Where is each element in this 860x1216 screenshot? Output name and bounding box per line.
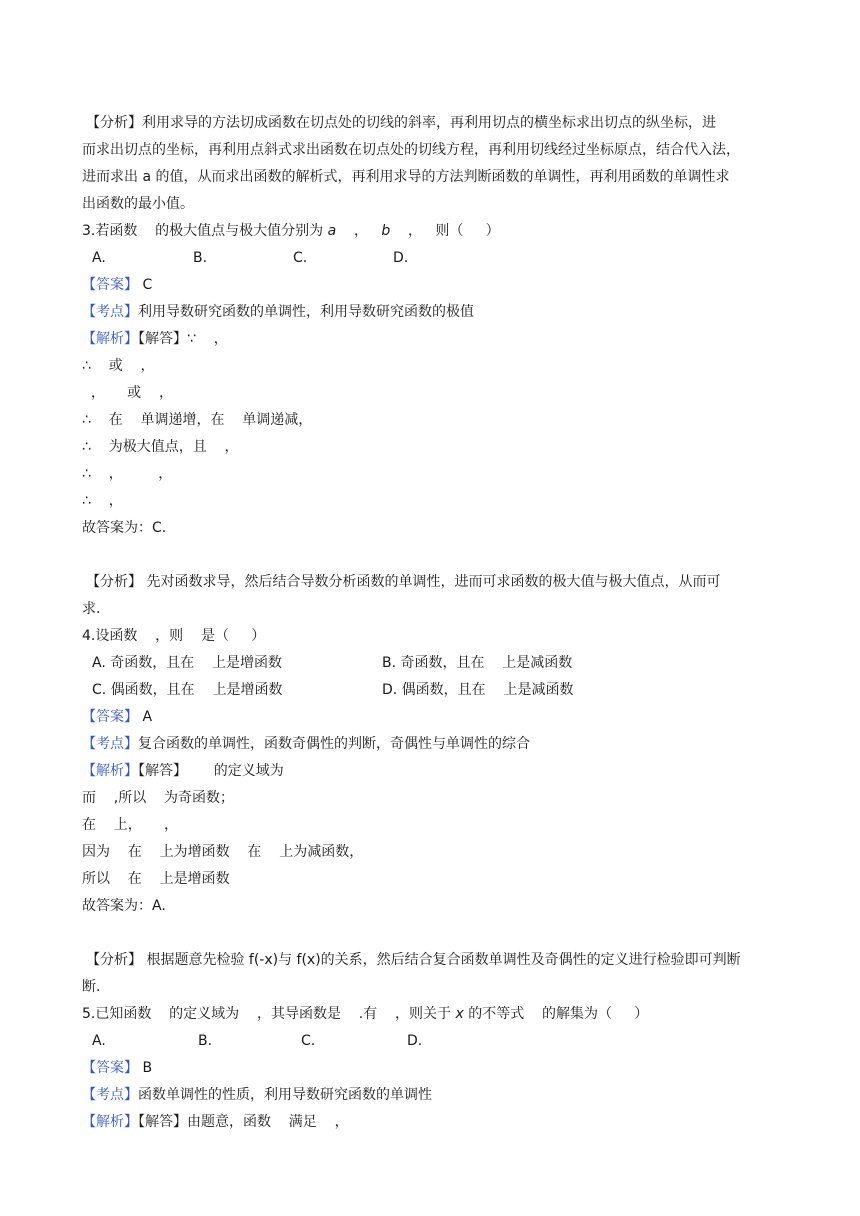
kaodian-tag: 【考点】: [82, 736, 138, 752]
q4-step-2: 在 上， ，: [82, 817, 179, 833]
q3-conclusion: 故答案为：C.: [82, 520, 167, 536]
q2-analysis-line-2: 而求出切点的坐标，再利用点斜式求出函数在切点处的切线方程，再利用切线经过坐标原点，结合代入法，: [82, 142, 740, 158]
jiexi-tag: 【解析】: [82, 331, 138, 347]
q5-option-b: B.: [198, 1033, 213, 1049]
q5-option-c: C.: [301, 1033, 316, 1049]
q4-analysis-line-1: 【分析】 根据题意先检验 f(-x)与 f(x)的关系，然后结合复合函数单调性及奇偶性的定义进行检验即可判断: [86, 952, 741, 968]
q3-analysis-line-2: 求.: [82, 601, 101, 617]
q3-step-5: ∴ ， ，: [82, 466, 173, 482]
q5-option-d: D.: [407, 1033, 423, 1049]
kaodian-tag: 【考点】: [82, 1087, 138, 1103]
q5-option-a: A.: [92, 1033, 106, 1049]
q2-analysis-tag: 【分析】: [86, 115, 142, 131]
q3-step-6: ∴ ，: [82, 493, 123, 509]
q2-analysis-line-3: 进而求出 a 的值，从而求出函数的解析式，再利用求导的方法判断函数的单调性，再利用函数的单调性求: [82, 169, 730, 185]
q3-step-1: ∴ 或 ，: [82, 358, 155, 374]
q5-stem: 5.已知函数 的定义域为 ，其导函数是 .有 ，则关于 x 的不等式 的解集为（ ）: [82, 1006, 649, 1022]
q3-option-d: D.: [393, 250, 409, 266]
q4-analysis-tag: 【分析】: [86, 952, 142, 968]
q4-step-3: 因为 在 上为增函数 在 上为减函数，: [82, 844, 364, 860]
q4-step-4: 所以 在 上是增函数: [82, 871, 230, 887]
q5-kaodian: 【考点】函数单调性的性质，利用导数研究函数的单调性: [82, 1087, 432, 1103]
q3-step-2: ， 或 ，: [82, 385, 173, 401]
q3-step-4: ∴ 为极大值点，且 ，: [82, 439, 239, 455]
q2-analysis-line-4: 出函数的最小值。: [82, 196, 194, 212]
answer-tag: 【答案】: [82, 709, 138, 725]
q3-answer: 【答案】 C: [82, 277, 153, 293]
q3-step-3: ∴ 在 单调递增，在 单调递减，: [82, 412, 313, 428]
jiexi-tag: 【解析】: [82, 763, 138, 779]
q4-option-a: A. 奇函数，且在 上是增函数: [92, 655, 283, 671]
q5-jiexi: 【解析】【解答】由题意，函数 满足 ，: [82, 1114, 349, 1130]
q3-analysis-line-1: 【分析】 先对函数求导，然后结合导数分析函数的单调性，进而可求函数的极大值与极大值点，从而可: [86, 574, 721, 590]
q4-kaodian: 【考点】复合函数的单调性，函数奇偶性的判断，奇偶性与单调性的综合: [82, 736, 530, 752]
q3-kaodian: 【考点】利用导数研究函数的单调性，利用导数研究函数的极值: [82, 304, 474, 320]
kaodian-tag: 【考点】: [82, 304, 138, 320]
q3-option-b: B.: [193, 250, 208, 266]
answer-tag: 【答案】: [82, 1060, 138, 1076]
q4-option-c: C. 偶函数，且在 上是增函数: [92, 682, 283, 698]
q4-jiexi: 【解析】【解答】 的定义域为: [82, 763, 284, 779]
q4-option-b: B. 奇函数，且在 上是减函数: [382, 655, 573, 671]
q3-jiexi: 【解析】【解答】∵ ，: [82, 331, 228, 347]
q4-answer: 【答案】 A: [82, 709, 153, 725]
answer-tag: 【答案】: [82, 277, 138, 293]
jiexi-tag: 【解析】: [82, 1114, 138, 1130]
q3-analysis-tag: 【分析】: [86, 574, 142, 590]
q3-stem: 3.若函数 的极大值点与极大值分别为 a ， b ， 则（ ）: [82, 223, 500, 239]
q4-option-d: D. 偶函数，且在 上是减函数: [382, 682, 574, 698]
q4-analysis-line-2: 断.: [82, 979, 101, 995]
q4-stem: 4.设函数 ，则 是（ ）: [82, 628, 266, 644]
q5-answer: 【答案】 B: [82, 1060, 153, 1076]
q3-option-a: A.: [92, 250, 106, 266]
q4-step-1: 而 ,所以 为奇函数；: [82, 790, 235, 806]
q3-option-c: C.: [293, 250, 308, 266]
q4-conclusion: 故答案为：A.: [82, 898, 166, 914]
q2-analysis-line-1: 【分析】利用求导的方法切成函数在切点处的切线的斜率，再利用切点的横坐标求出切点的纵坐标，进: [86, 115, 716, 131]
